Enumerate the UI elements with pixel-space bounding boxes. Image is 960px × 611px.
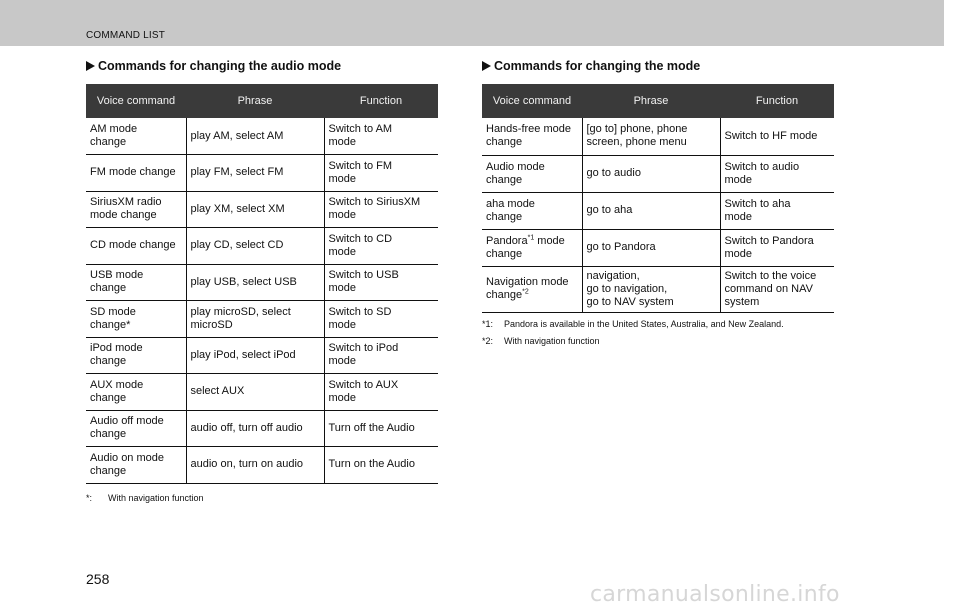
table-row [86, 191, 438, 228]
table-row [86, 301, 438, 338]
column-header: Phrase [186, 84, 324, 118]
function-cell: Turn off the Audio [324, 410, 438, 447]
voice-command-cell: AM mode change [86, 118, 186, 155]
function-cell: Switch to iPod mode [324, 337, 438, 374]
section-heading-text: Commands for changing the audio mode [98, 59, 342, 73]
function-cell: Turn on the Audio [324, 447, 438, 484]
footnote-mark: *: [86, 492, 93, 503]
mode-command-table [482, 84, 834, 313]
table-row [482, 266, 834, 312]
voice-command-cell: USB mode change [86, 264, 186, 301]
footnote-mark: *2: [482, 335, 494, 346]
table-row [86, 228, 438, 265]
section-heading-text: Commands for changing the mode [494, 59, 701, 73]
column-header: Function [720, 84, 834, 118]
function-cell: Switch to HF mode [720, 118, 834, 155]
column-header: Voice command [86, 84, 186, 118]
voice-command-cell: SD mode change* [86, 301, 186, 338]
function-cell: Switch to SD mode [324, 301, 438, 338]
table-row [86, 447, 438, 484]
table-header-row [86, 84, 438, 118]
phrase-cell: play microSD, select microSD [186, 301, 324, 338]
function-cell: Switch to audio mode [720, 155, 834, 192]
section-heading [86, 58, 438, 74]
footnote [482, 335, 834, 347]
voice-command-cell: Audio on mode change [86, 447, 186, 484]
mode-change-section [482, 58, 834, 347]
footnote-text: With navigation function [108, 492, 204, 503]
table-row [86, 118, 438, 155]
table-header-row [482, 84, 834, 118]
page-header-title: COMMAND LIST [86, 30, 166, 41]
section-heading [482, 58, 834, 74]
table-row [482, 192, 834, 229]
column-header: Voice command [482, 84, 582, 118]
audio-mode-command-table [86, 84, 438, 484]
phrase-cell: play XM, select XM [186, 191, 324, 228]
voice-command-cell: Navigation mode change$^{*2}$ [482, 266, 582, 312]
voice-command-cell: Hands-free mode change [482, 118, 582, 155]
function-cell: Switch to AM mode [324, 118, 438, 155]
table-row [482, 118, 834, 155]
phrase-cell: go to Pandora [582, 229, 720, 266]
triangle-bullet-icon [86, 61, 95, 71]
function-cell: Switch to AUX mode [324, 374, 438, 411]
phrase-cell: play AM, select AM [186, 118, 324, 155]
phrase-cell: [go to] phone, phone screen, phone menu [582, 118, 720, 155]
footnote-marker: *1 [527, 233, 535, 241]
voice-command-cell: SiriusXM radio mode change [86, 191, 186, 228]
footnote [482, 318, 834, 330]
table-row [86, 264, 438, 301]
phrase-cell: play FM, select FM [186, 155, 324, 192]
footnote-text: With navigation function [504, 335, 600, 346]
function-cell: Switch to FM mode [324, 155, 438, 192]
phrase-cell: go to aha [582, 192, 720, 229]
function-cell: Switch to Pandora mode [720, 229, 834, 266]
function-cell: Switch to USB mode [324, 264, 438, 301]
phrase-cell: go to audio [582, 155, 720, 192]
footnote-marker: *2 [522, 288, 529, 296]
footnote-text: Pandora is available in the United States, Australia, and New Zealand. [504, 318, 784, 329]
voice-command-cell: Audio mode change [482, 155, 582, 192]
function-cell: Switch to SiriusXM mode [324, 191, 438, 228]
voice-command-cell: AUX mode change [86, 374, 186, 411]
phrase-cell: select AUX [186, 374, 324, 411]
column-header: Function [324, 84, 438, 118]
voice-command-cell: Pandora$^{*1}$ mode change [482, 229, 582, 266]
phrase-cell: play CD, select CD [186, 228, 324, 265]
function-cell: Switch to aha mode [720, 192, 834, 229]
function-cell: Switch to CD mode [324, 228, 438, 265]
table-row [86, 374, 438, 411]
table-row [482, 155, 834, 192]
header-bar [0, 0, 944, 46]
footnote [86, 492, 438, 504]
table-row [482, 229, 834, 266]
site-watermark: carmanualsonline.info [590, 582, 840, 607]
voice-command-cell: aha mode change [482, 192, 582, 229]
audio-mode-section [86, 58, 438, 504]
phrase-cell: navigation, go to navigation, go to NAV system [582, 266, 720, 312]
triangle-bullet-icon [482, 61, 491, 71]
voice-command-cell: Audio off mode change [86, 410, 186, 447]
phrase-cell: play USB, select USB [186, 264, 324, 301]
footnote-mark: *1: [482, 318, 494, 329]
voice-command-cell: FM mode change [86, 155, 186, 192]
phrase-cell: audio off, turn off audio [186, 410, 324, 447]
function-cell: Switch to the voice command on NAV system [720, 266, 834, 312]
footnote-list [482, 318, 834, 347]
page-number: 258 [86, 571, 110, 587]
voice-command-cell: iPod mode change [86, 337, 186, 374]
table-row [86, 155, 438, 192]
phrase-cell: play iPod, select iPod [186, 337, 324, 374]
voice-command-cell: CD mode change [86, 228, 186, 265]
column-header: Phrase [582, 84, 720, 118]
phrase-cell: audio on, turn on audio [186, 447, 324, 484]
table-row [86, 337, 438, 374]
table-row [86, 410, 438, 447]
